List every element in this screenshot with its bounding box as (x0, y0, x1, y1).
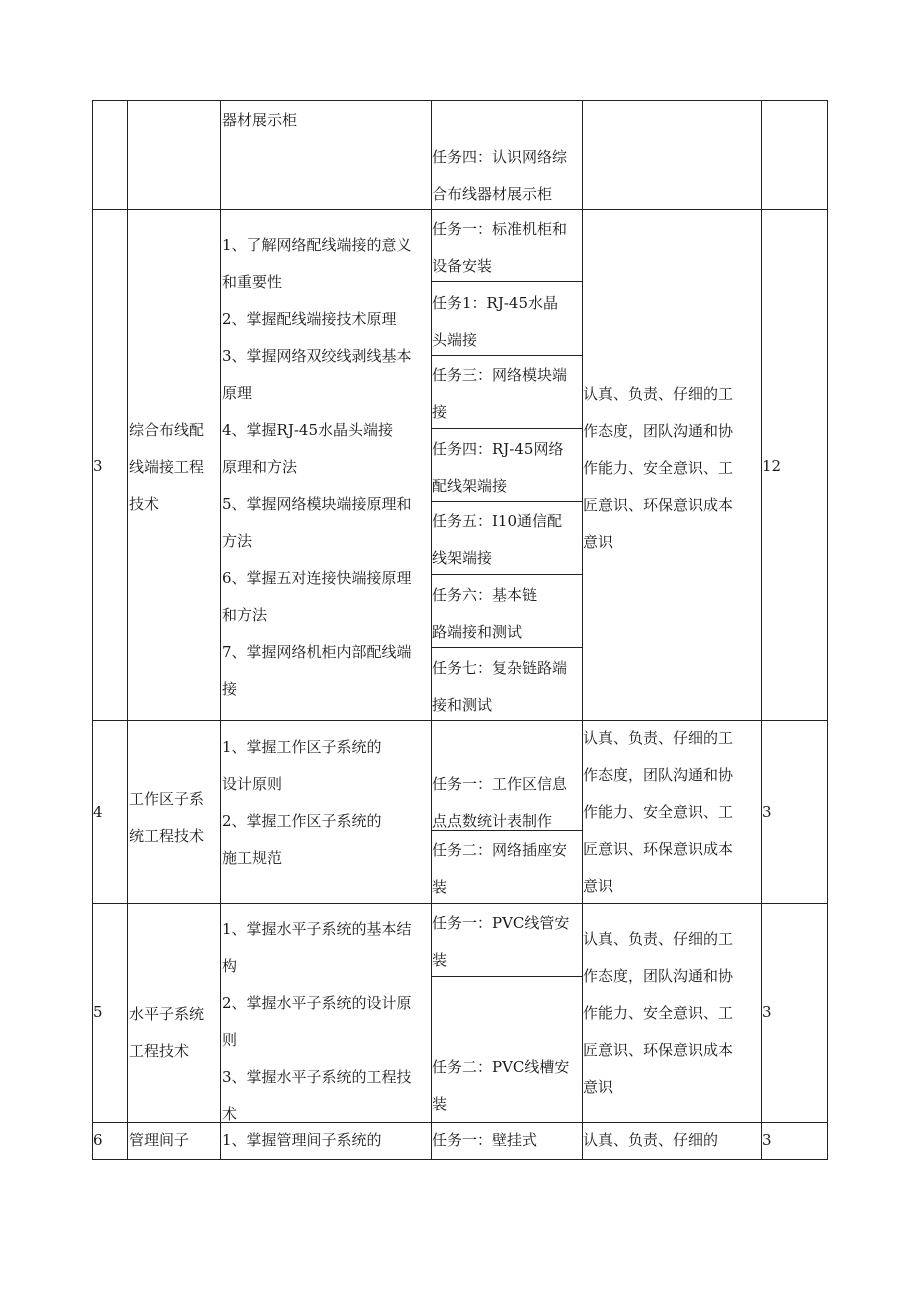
table-border (127, 100, 128, 1160)
cell-line: 匠意识、环保意识成本 (583, 496, 734, 514)
quality-goals (583, 921, 760, 1106)
task-item (432, 102, 581, 213)
cell-line: 2、掌握水平子系统的设计原 (222, 994, 412, 1012)
task-item (432, 211, 581, 285)
cell-line: 原理和方法 (222, 458, 298, 476)
cell-line: 配线架端接 (432, 477, 508, 495)
task-item (432, 1122, 581, 1159)
cell-line: 任务一：壁挂式 (432, 1131, 538, 1149)
cell-line: 作能力、安全意识、工 (583, 459, 734, 477)
learning-goals (222, 102, 430, 139)
learning-goals (222, 227, 430, 708)
cell-line: 作能力、安全意识、工 (583, 1004, 734, 1022)
task-item (432, 577, 581, 651)
task-item (432, 285, 581, 359)
table-border (92, 1159, 828, 1160)
cell-line: 1、掌握管理间子系统的 (222, 1131, 382, 1149)
quality-goals (583, 1122, 760, 1159)
cell-line: 任务1：RJ-45水晶 (432, 294, 559, 312)
cell-line: 任务一：标准机柜和 (432, 220, 568, 238)
cell-line: 构 (222, 957, 238, 975)
cell-line: 作态度，团队沟通和协 (583, 967, 734, 985)
cell-line: 认真、负责、仔细的工 (583, 930, 734, 948)
cell-line: 作态度，团队沟通和协 (583, 766, 734, 784)
task-item (432, 357, 581, 431)
cell-line: 作能力、安全意识、工 (583, 803, 734, 821)
cell-line: 任务六：基本链 (432, 586, 538, 604)
cell-line: 意识 (583, 877, 614, 895)
task-item (432, 1049, 581, 1123)
cell-line: 7、掌握网络机柜内部配线端 (222, 643, 412, 661)
class-hours: 12 (762, 457, 782, 475)
cell-line: 术 (222, 1105, 238, 1123)
cell-line: 头端接 (432, 331, 478, 349)
cell-line: 任务二：PVC线槽安 (432, 1058, 570, 1076)
cell-line: 接和测试 (432, 696, 493, 714)
cell-line: 装 (432, 1095, 448, 1113)
learning-goals (222, 1122, 430, 1159)
cell-line: 技术 (129, 495, 160, 513)
task-item (432, 905, 581, 979)
cell-line: 1、掌握水平子系统的基本结 (222, 920, 412, 938)
cell-line: 工作区子系 (129, 790, 205, 808)
cell-line: 1、了解网络配线端接的意义 (222, 236, 412, 254)
class-hours: 3 (762, 1003, 772, 1021)
cell-line: 工程技术 (129, 1042, 190, 1060)
cell-line: 6、掌握五对连接快端接原理 (222, 569, 412, 587)
cell-line: 意识 (583, 1078, 614, 1096)
cell-line: 器材展示柜 (222, 111, 298, 129)
cell-line: 线端接工程 (129, 458, 205, 476)
task-item (432, 503, 581, 577)
cell-line: 3、掌握网络双绞线剥线基本 (222, 347, 412, 365)
cell-line: 则 (222, 1031, 238, 1049)
cell-line: 装 (432, 951, 448, 969)
cell-line: 5、掌握网络模块端接原理和 (222, 495, 412, 513)
cell-line: 任务五：I10通信配 (432, 512, 563, 530)
table-border (92, 100, 828, 101)
cell-line: 意识 (583, 533, 614, 551)
cell-line: 接 (222, 680, 238, 698)
cell-line: 管理间子 (129, 1131, 190, 1149)
cell-line: 统工程技术 (129, 827, 205, 845)
cell-line: 点点数统计表制作 (432, 812, 553, 830)
cell-line: 综合布线配 (129, 421, 205, 439)
cell-line: 接 (432, 403, 448, 421)
cell-line: 认真、负责、仔细的 (583, 1131, 719, 1149)
cell-line: 任务四：RJ-45网络 (432, 440, 564, 458)
task-item (432, 431, 581, 505)
cell-line: 匠意识、环保意识成本 (583, 840, 734, 858)
table-border (827, 100, 828, 1160)
cell-line: 3、掌握水平子系统的工程技 (222, 1068, 412, 1086)
cell-line: 任务三：网络模块端 (432, 366, 568, 384)
table-border (220, 100, 221, 1160)
task-item (432, 832, 581, 906)
class-hours: 3 (762, 803, 772, 821)
cell-line: 认真、负责、仔细的工 (583, 385, 734, 403)
learning-goals (222, 729, 430, 877)
quality-goals (583, 720, 760, 905)
cell-line: 2、掌握配线端接技术原理 (222, 310, 397, 328)
cell-line: 任务七：复杂链路端 (432, 659, 568, 677)
cell-line: 设计原则 (222, 775, 283, 793)
cell-line: 1、掌握工作区子系统的 (222, 738, 382, 756)
row-number: 3 (93, 457, 103, 475)
cell-line: 水平子系统 (129, 1005, 205, 1023)
cell-line: 设备安装 (432, 257, 493, 275)
cell-line: 原理 (222, 384, 253, 402)
module-name (129, 996, 218, 1070)
row-number: 6 (93, 1131, 103, 1149)
class-hours: 3 (762, 1131, 772, 1149)
cell-line: 作态度，团队沟通和协 (583, 422, 734, 440)
cell-line: 2、掌握工作区子系统的 (222, 812, 382, 830)
task-item (432, 766, 581, 840)
cell-line: 任务一：PVC线管安 (432, 914, 570, 932)
cell-line (432, 102, 581, 139)
learning-goals (222, 911, 430, 1133)
cell-line: 路端接和测试 (432, 623, 523, 641)
module-name (129, 412, 218, 523)
cell-line: 4、掌握RJ-45水晶头端接 (222, 421, 394, 439)
quality-goals (583, 376, 760, 561)
row-number: 5 (93, 1003, 103, 1021)
cell-line: 合布线器材展示柜 (432, 185, 553, 203)
cell-line: 装 (432, 878, 448, 896)
cell-line: 线架端接 (432, 549, 493, 567)
cell-line: 认真、负责、仔细的工 (583, 729, 734, 747)
cell-line: 和方法 (222, 606, 268, 624)
module-name (129, 1122, 218, 1159)
module-name (129, 781, 218, 855)
cell-line: 任务四：认识网络综 (432, 148, 568, 166)
cell-line: 施工规范 (222, 849, 283, 867)
cell-line: 方法 (222, 532, 253, 550)
task-item (432, 650, 581, 724)
cell-line: 和重要性 (222, 273, 283, 291)
cell-line: 任务二：网络插座安 (432, 841, 568, 859)
cell-line: 匠意识、环保意识成本 (583, 1041, 734, 1059)
row-number: 4 (93, 803, 103, 821)
cell-line: 任务一：工作区信息 (432, 775, 568, 793)
